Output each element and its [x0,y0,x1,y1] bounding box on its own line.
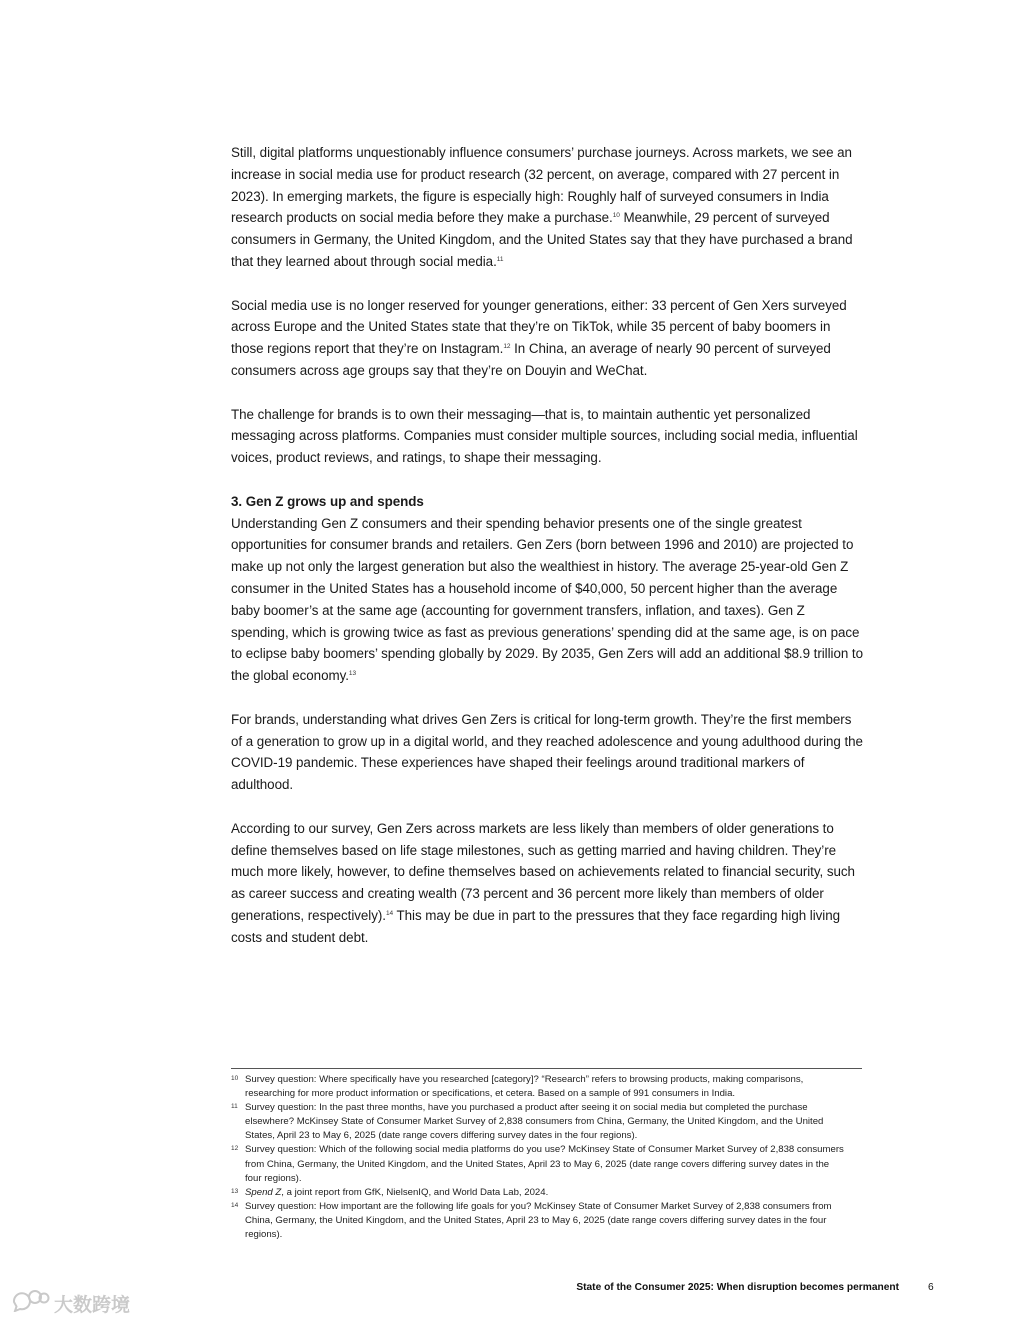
paragraph-social-research: Still, digital platforms unquestionably influence consumers’ purchase journeys. Across markets, we see an increase in social media use for product research (32 percent, on average, compared with 27 percent in 2023). In emerging markets, the figure is especially high: Roughly half of surveyed consumers in India research products on social media before they make a purchase.$^{10}$ Meanwhile, 29 percent of surveyed consumers in Germany, the United Kingdom, and the United States say that they have purchased a brand that they learned about through social media.$^{11}$ [231,145,853,269]
footnote-item [231,1200,846,1242]
footnotes [231,1073,846,1242]
footnote-text: Survey question: Which of the following social media platforms do you use? McKinsey State of Consumer Market Survey of 2,838 consumers from China, Germany, the United Kingdom, and the United States, April 23 to May 6, 2025 (date range covers differing survey dates in the four regions). [245,1144,844,1184]
paragraph-survey-milestones: According to our survey, Gen Zers across markets are less likely than members of older generations to define themselves based on life stage milestones, such as getting married and having children. They’re much more likely, however, to define themselves based on achievements related to financial security, such as career success and creating wealth (73 percent and 36 percent more likely than members of older generations, respectively).$^{14}$ This may be due in part to the pressures that they face regarding high living costs and student debt. [231,820,855,945]
watermark [10,1288,130,1318]
footnote-ref-13[interactable]: 13 [348,670,357,678]
footnote-number: 12 [231,1145,239,1153]
footnote-item [231,1073,846,1101]
footnote-ref-11[interactable]: 11 [496,255,504,263]
footnote-item [231,1143,846,1185]
footnote-text: Survey question: In the past three months, have you purchased a product after seeing it on social media but completed the purchase elsewhere? McKinsey State of Consumer Market Survey of 2,838 consumers from China, Germany, the United Kingdom, and the United States, April 23 to May 6, 2025 (date range covers differing survey dates in the four regions). [245,1102,824,1142]
footnote-ref-12[interactable]: 12 [503,343,511,351]
body-text [231,142,863,970]
footnote-text: Survey question: How important are the following life goals for you? McKinsey State of Consumer Market Survey of 2,838 consumers from China, Germany, the United Kingdom, and the United States, April 23 to May 6, 2025 (date range covers differing survey dates in the four regions). [245,1200,832,1241]
footnote-item [231,1101,846,1143]
paragraph-gen-z-drivers: For brands, understanding what drives Gen Zers is critical for long-term growth. They’re the first members of a generation to grow up in a digital world, and they reached adolescence and young adulthood during the COVID-19 pandemic. These experiences have shaped their feelings around traditional markers of adulthood. [231,711,863,793]
paragraph-brand-challenge: The challenge for brands is to own their messaging—that is, to maintain authentic yet personalized messaging across platforms. Companies must consider multiple sources, including social media, influential voices, product reviews, and ratings, to shape their messaging. [231,406,858,466]
footnote-ref-14[interactable]: 14 [385,909,394,917]
source-title: Spend Z [245,1186,282,1198]
footnote-ref-10[interactable]: 10 [612,212,620,220]
footnote-number: 14 [231,1201,239,1209]
section-heading: 3. Gen Z grows up and spends [231,493,424,509]
footnote-item [231,1186,846,1200]
footnote-text: Survey question: Where specifically have you researched [category]? “Research” refers to browsing products, making comparisons, researching for more product information or specifications, et cetera. Based on a sample of 991 consumers in India. [245,1074,804,1100]
footnote-number: 10 [231,1075,239,1082]
footnote-text: Spend Z, a joint report from GfK, NielsenIQ, and World Data Lab, 2024. [245,1186,549,1198]
footnote-number: 11 [231,1103,238,1111]
page-number: 6 [928,1282,934,1293]
paragraph-gen-z-spending: Understanding Gen Z consumers and their spending behavior presents one of the single greatest opportunities for consumer brands and retailers. Gen Zers (born between 1996 and 2010) are projected to make up not only the largest generation but also the wealthiest in history. The average 25-year-old Gen Z consumer in the United States has a household income of $40,000, 50 percent higher than the average baby boomer’s at the same age (accounting for government transfers, inflation, and taxes). Gen Z spending, which is growing twice as fast as previous generations’ spending did at the same age, is on pace to eclipse baby boomers’ spending globally by 2029. By 2035, Gen Zers will add an additional $8.9 trillion to the global economy.$^{13}$ [231,515,863,684]
chat-bubbles-icon [10,1288,50,1318]
watermark-text: 大数跨境 [54,1294,131,1316]
paragraph-generations: Social media use is no longer reserved for younger generations, either: 33 percent of Gen Xers surveyed across Europe and the United States state that they’re on TikTok, while 35 percent of baby boomers in those regions report that they’re on Instagram.$^{12}$ In China, an average of nearly 90 percent of surveyed consumers across age groups say that they’re on Douyin and WeChat. [231,297,847,378]
footnote-number: 13 [231,1187,239,1195]
footnote-divider [231,1068,862,1069]
footer-title: State of the Consumer 2025: When disruption becomes permanent [576,1282,899,1293]
